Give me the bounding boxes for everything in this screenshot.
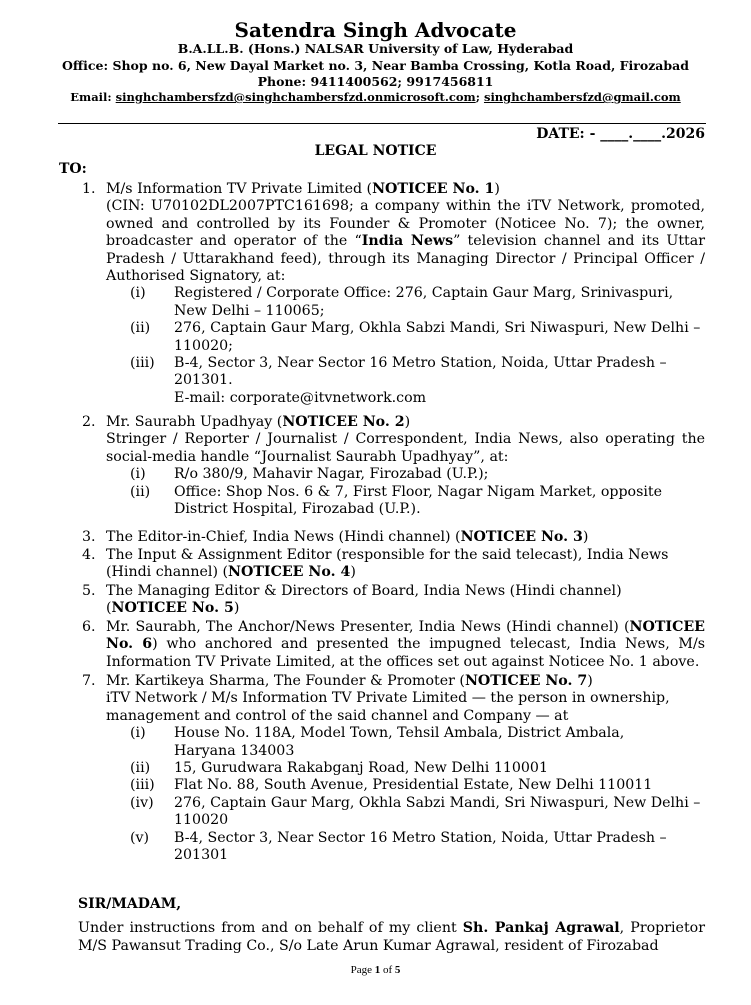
client-name: Sh. Pankaj Agrawal bbox=[462, 920, 620, 936]
noticee-tag: NOTICEE No. 6 bbox=[106, 619, 705, 653]
date-line: DATE: - ____.____.2026 bbox=[536, 126, 705, 142]
noticee-name: M/s Information TV Private Limited (NOTICEE No. 1) bbox=[106, 181, 500, 197]
letterhead-email bbox=[0, 90, 751, 104]
noticee-name: The Managing Editor & Directors of Board, India News (Hindi channel) (NOTICEE No. 5) bbox=[106, 583, 622, 617]
address-item: (ii) 276, Captain Gaur Marg, Okhla Sabzi Mandi, Sri Niwaspuri, New Delhi – 110020; bbox=[130, 320, 701, 354]
letterhead-phone: Phone: 9411400562; 9917456811 bbox=[257, 74, 494, 89]
address-item: (i) R/o 380/9, Mahavir Nagar, Firozabad (U.P.); bbox=[130, 466, 489, 483]
noticee-name: The Input & Assignment Editor (responsible for the said telecast), India News (Hindi channel) (NOTICEE No. 4) bbox=[106, 547, 669, 581]
noticee-tag: NOTICEE No. 3 bbox=[460, 529, 583, 545]
noticee-description: (CIN: U70102DL2007PTC161698; a company within the iTV Network, promoted, owned and controlled by its Founder & Promoter (Noticee No. 7); the owner, broadcaster and operator of the “India News” television channel and its Uttar Pradesh / Uttarakhand feed), through its Managing Director / Principal Officer / Authorised Signatory, at: bbox=[106, 198, 706, 285]
address-item: (ii) Office: Shop Nos. 6 & 7, First Floor, Nagar Nigam Market, opposite District Hospital, Firozabad (U.P.). bbox=[130, 483, 663, 518]
address-item: (iv) 276, Captain Gaur Marg, Okhla Sabzi Mandi, Sri Niwaspuri, New Delhi – 110020 bbox=[130, 794, 701, 829]
noticee-number: 2. bbox=[82, 414, 96, 430]
noticee-2 bbox=[82, 414, 705, 518]
noticee-number: 4. bbox=[82, 547, 96, 563]
address-item: (iii) Flat No. 88, South Avenue, Presidential Estate, New Delhi 110011 bbox=[130, 777, 653, 794]
header-divider bbox=[58, 123, 706, 124]
email-label: Email: bbox=[70, 90, 116, 104]
noticee-number: 3. bbox=[82, 529, 96, 545]
letterhead-degree: B.A.LL.B. (Hons.) NALSAR University of Law, Hyderabad bbox=[177, 41, 574, 56]
noticee-name: Mr. Kartikeya Sharma, The Founder & Promoter (NOTICEE No. 7) bbox=[106, 673, 593, 689]
noticee-1 bbox=[82, 181, 706, 407]
noticee-number: 1. bbox=[82, 181, 96, 197]
noticee-tag: NOTICEE No. 1 bbox=[372, 181, 495, 197]
noticee-name: Mr. Saurabh Upadhyay (NOTICEE No. 2) bbox=[106, 414, 411, 430]
salutation: SIR/MADAM, bbox=[78, 896, 182, 912]
noticee-number: 5. bbox=[82, 583, 96, 599]
noticee-tag: NOTICEE No. 2 bbox=[282, 414, 405, 430]
email-link-2[interactable]: singhchambersfzd@gmail.com bbox=[483, 90, 681, 104]
noticee-description: Stringer / Reporter / Journalist / Correspondent, India News, also operating the social-media handle “Journalist Saurabh Upadhyay”, at: bbox=[106, 431, 705, 465]
address-item: (i) House No. 118A, Model Town, Tehsil Ambala, District Ambala, Haryana 134003 bbox=[130, 725, 625, 759]
letterhead-name: Satendra Singh Advocate bbox=[234, 18, 517, 42]
address-item: (v) B-4, Sector 3, Near Sector 16 Metro Station, Noida, Uttar Pradesh – 201301 bbox=[130, 829, 667, 864]
noticee-name: Mr. Saurabh, The Anchor/News Presenter, India News (Hindi channel) (NOTICEE No. 6) who anchored and presented the impugned telecast, India News, M/s Information TV Private Limited, at the offices set out against Noticee No. 1 above. bbox=[106, 619, 706, 670]
noticee-tag: NOTICEE No. 5 bbox=[111, 600, 234, 617]
notice-title: LEGAL NOTICE bbox=[314, 143, 437, 159]
noticee-name: The Editor-in-Chief, India News (Hindi channel) (NOTICEE No. 3) bbox=[106, 529, 589, 545]
opening-paragraph: Under instructions from and on behalf of my client Sh. Pankaj Agrawal, Proprietor M/S Pawansut Trading Co., S/o Late Arun Kumar Agrawal, resident of Firozabad bbox=[78, 920, 705, 954]
email-separator: ; bbox=[475, 90, 484, 104]
noticee-tag: NOTICEE No. 4 bbox=[228, 564, 351, 581]
noticee-description: iTV Network / M/s Information TV Private Limited — the person in ownership, management and control of the said channel and Company — at bbox=[106, 690, 670, 724]
email-link-1[interactable]: singhchambersfzd@singhchambersfzd.onmicrosoft.com bbox=[115, 90, 476, 104]
noticee-6 bbox=[82, 619, 706, 671]
address-item: (i) Registered / Corporate Office: 276, Captain Gaur Marg, Srinivaspuri, New Delhi – 110065; bbox=[130, 285, 674, 319]
noticee-4 bbox=[82, 547, 705, 582]
noticee-email: E-mail: corporate@itvnetwork.com bbox=[174, 389, 427, 406]
address-item: (iii) B-4, Sector 3, Near Sector 16 Metro Station, Noida, Uttar Pradesh – 201301. bbox=[130, 355, 667, 389]
letterhead-office: Office: Shop no. 6, New Dayal Market no. 3, Near Bamba Crossing, Kotla Road, Firozabad bbox=[62, 58, 689, 73]
noticee-5 bbox=[82, 583, 666, 618]
page-footer: Page 1 of 5 bbox=[350, 964, 401, 976]
address-item: (ii) 15, Gurudwara Rakabganj Road, New Delhi 110001 bbox=[130, 760, 548, 777]
to-label: TO: bbox=[59, 161, 87, 177]
noticee-number: 7. bbox=[82, 673, 96, 689]
noticee-3 bbox=[82, 529, 705, 546]
noticee-tag: NOTICEE No. 7 bbox=[464, 673, 588, 689]
noticee-number: 6. bbox=[82, 619, 96, 635]
noticee-7 bbox=[82, 673, 705, 864]
